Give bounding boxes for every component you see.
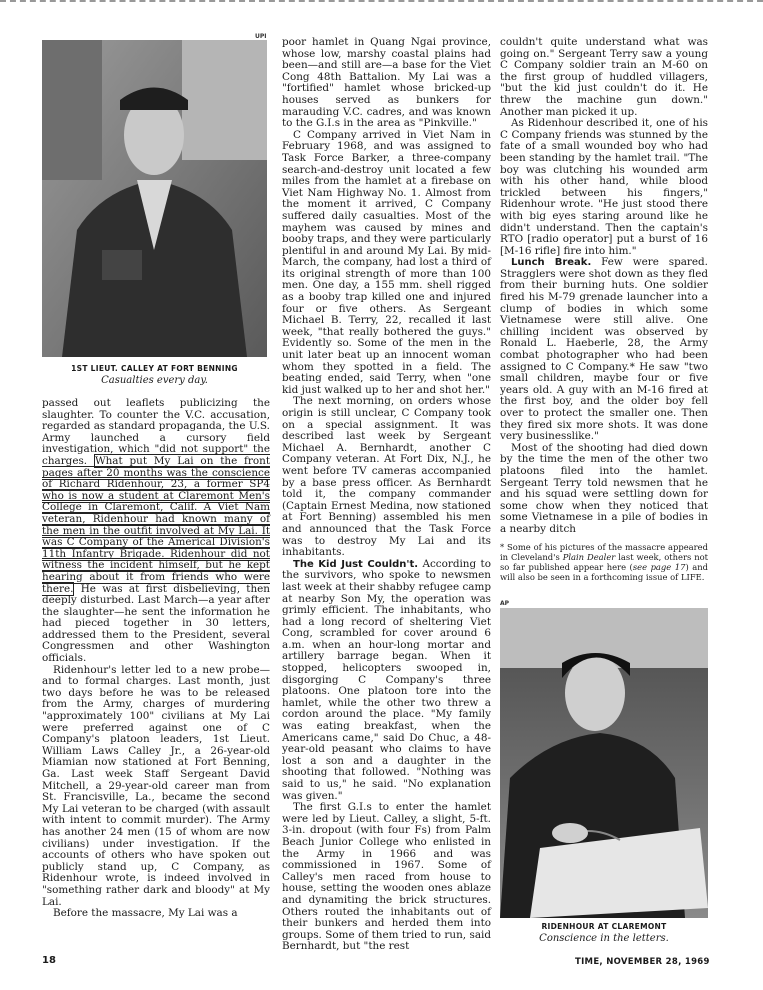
paragraph: C Company arrived in Viet Nam in February 1968, and was assigned to Task Force Barker, a three-company search-and-destroy unit located a few miles from the hamlet at a firebase on Viet Nam Highway No. 1. Almost from the moment it arrived, C Company suffered daily casualties. Most of the mayhem was caused by mines and booby traps, and they were particularly plentiful in and around My Lai. By mid-March, the company, had lost a third of its original strength of more than 100 men. One day, a 155 mm. shell rigged as a booby trap killed one and injured four or five others. As Sergeant Michael B. Terry, 22, recalled it last week, "that really bothered the guys." Evidently so. Some of the men in the unit later beat up an innocent woman whom they spotted in a field. The beating ended, said Terry, when "one kid just walked up to her and shot her." — [282, 128, 491, 396]
paragraph — [282, 559, 491, 802]
caption-sub: Casualties every day. — [101, 375, 208, 386]
column-2 — [282, 37, 491, 953]
subhead: The Kid Just Couldn't. — [293, 558, 419, 570]
caption-sub: Conscience in the letters. — [539, 933, 669, 944]
text-run: . — [701, 571, 705, 582]
text-run: Plain Dealer — [562, 551, 616, 562]
page-top-border — [0, 0, 763, 2]
photo-credit-upi: UPI — [255, 33, 267, 40]
text-run: ) and will also be seen in a forthcoming issue of — [500, 561, 708, 582]
subhead: Lunch Break. — [511, 257, 592, 269]
caption-head: RIDENHOUR AT CLAREMONT — [541, 922, 667, 931]
text-run: LIFE — [680, 571, 702, 582]
soldier-photo-image — [42, 40, 267, 357]
text-run: * Some of his pictures of the massacre appeared in Cleveland's — [500, 541, 708, 562]
paragraph: As Ridenhour described it, one of his C Company friends was stunned by the fate of a small wounded boy who had been standing by the hamlet trail. "The boy was clutching his wounded arm with his other hand, while blood trickled between his fingers," Ridenhour wrote. "He just stood there with big eyes staring around like he didn't understand. Then the captain's RTO [radio operator] put a burst of 16 [M-16 rifle] fire into him." — [500, 117, 708, 257]
column-3 — [500, 37, 708, 582]
text-run: last week, others not so far published appear here ( — [500, 551, 709, 572]
paragraph: Ridenhour's letter led to a new probe—and to formal charges. Last month, just two days before he was to be released from the Army, charges of murdering "approximately 100" civilians at My Lai were preferred against one of C Company's platoon leaders, 1st Lieut. William Laws Calley Jr., a 26-year-old Miamian now stationed at Fort Benning, Ga. Last week Staff Sergeant David Mitchell, a 29-year-old career man from St. Francisville, La., became the second My Lai veteran to be charged (with assault with intent to commit murder). The Army has another 24 men (15 of whom are now civilians) under investigation. If the accounts of others who have spoken out publicly stand up, C Company, as Ridenhour wrote, is indeed involved in "something rather dark and bloody" at My Lai. — [42, 663, 270, 908]
text-run: passed out leaflets publicizing the slaughter. To counter the V.C. accusation, regarded as standard propaganda, the U.S. Army launched a cursory field investigation, which "did not support" the charges. — [42, 397, 270, 467]
issue-line: TIME, NOVEMBER 28, 1969 — [575, 957, 710, 967]
page-number: 18 — [42, 955, 56, 966]
text-run: He was at first disbelieving, then deeply disturbed. Last March—a year after the slaughter—he sent the information he had pieced together in 30 letters, addressed them to the President, several Congressmen and other Washington officials. — [42, 582, 270, 665]
paragraph: The next morning, on orders whose origin is still unclear, C Company took on a special assignment. It was described last week by Sergeant Michael A. Bernhardt, another C Company veteran. At Fort Dix, N.J., he went before TV cameras accompanied by a base press officer. As Bernhardt told it, the company commander (Captain Ernest Medina, now stationed at Fort Benning) assembled his men and announced that the Task Force was to destroy My Lai and its inhabitants. — [282, 395, 491, 559]
photo-ridenhour — [500, 608, 708, 918]
text-run: According to the survivors, who spoke to newsmen last week at their shabby refugee camp at nearby Son My, the operation was grimly efficient. The inhabitants, who had a long record of sheltering Viet Cong, scrambled for cover around 6 a.m. when an hour-long mortar and artillery barrage began. When it stopped, helicopters swooped in, disgorging C Company's three platoons. One platoon tore into the hamlet, while the other two threw a cordon around the place. "My family was eating breakfast, when the Americans came," said Do Chuc, a 48-year-old peasant who claims to have lost a son and a daughter in the shooting that followed. "Nothing was said to us," he said. "No explanation was given." — [282, 557, 491, 802]
text-run: see page 17 — [632, 561, 686, 572]
paragraph: Before the massacre, My Lai was a — [53, 907, 238, 920]
paragraph: Most of the shooting had died down by the time the men of the other two platoons filed into the hamlet. Sergeant Terry told newsmen that he and his squad were settling down for some chow when they noticed that some Vietnamese in a pile of bodies in a nearby ditch — [500, 441, 708, 535]
caption-calley — [42, 364, 267, 386]
highlighted-passage: What put My Lai on the front pages after 20 months was the conscience of Richard Ridenhour, 23, a former SP4 who is now a student at Claremont Men's College in Claremont, Calif. A Viet Nam veteran, Ridenhour had known many of the men in the outfit involved at My Lai. It was C Company of the Americal Division's 11th Infantry Brigade. Ridenhour did not witness the incident himself, but he kept hearing about it from friends who were there. — [42, 454, 270, 595]
paragraph — [42, 398, 270, 665]
paragraph: couldn't quite understand what was going on." Sergeant Terry saw a young C Company soldier train an M-60 on the first group of huddled villagers, "but the kid just couldn't do it. He threw the machine gun down." Another man picked it up. — [500, 36, 708, 118]
paragraph: poor hamlet in Quang Ngai province, whose low, marshy coastal plains had been—and still are—a base for the Viet Cong 48th Battalion. My Lai was a "fortified" hamlet whose bricked-up houses served as bunkers for marauding V.C. cadres, and was known to the G.I.s in the area as "Pinkville." — [282, 36, 491, 130]
photo-calley — [42, 40, 267, 357]
caption-ridenhour — [500, 922, 708, 944]
caption-head: 1ST LIEUT. CALLEY AT FORT BENNING — [71, 364, 238, 373]
paragraph — [500, 257, 708, 443]
paragraph: The first G.I.s to enter the hamlet were led by Lieut. Calley, a slight, 5-ft. 3-in. dropout (with four Fs) from Palm Beach Junior College who enlisted in the Army in 1966 and was commissioned in 1967. Some of Calley's men raced from house to house, setting the wooden ones ablaze and dynamiting the brick structures. Others routed the inhabitants out of their bunkers and herded them into groups. Some of them tried to run, said Bernhardt, but "the rest — [282, 801, 491, 953]
column-1 — [42, 398, 270, 920]
text-run: Few were spared. Stragglers were shot down as they fled from their burning huts. One soldier fired his M-79 grenade launcher into a clump of bodies in which some Vietnamese were still alive. One chilling incident was observed by Ronald L. Haeberle, 28, the Army combat photographer who had been assigned to C Company.* He saw "two small children, maybe four or five years old. A guy with an M-16 fired at the first boy, and the older boy fell over to protect the smaller one. Then they fired six more shots. It was done very businesslike." — [500, 256, 708, 443]
photo-credit-ap: AP — [500, 600, 510, 607]
footnote — [500, 542, 708, 582]
student-photo-image — [500, 608, 708, 918]
